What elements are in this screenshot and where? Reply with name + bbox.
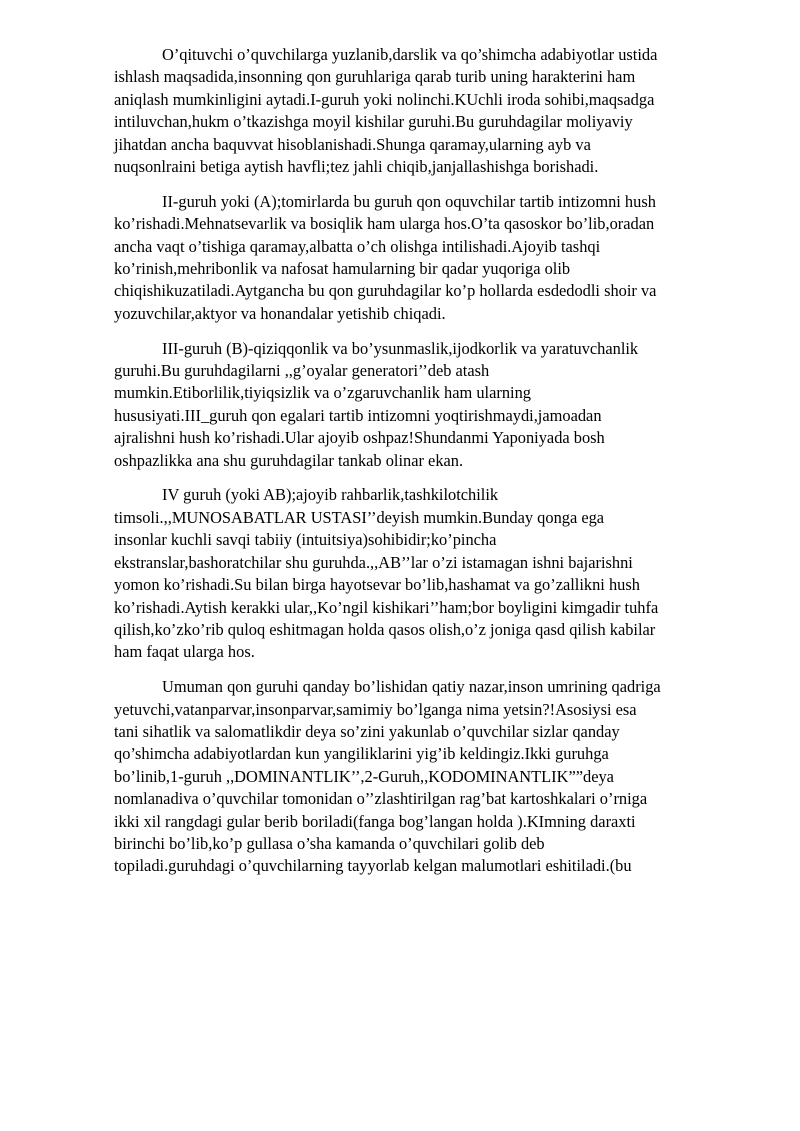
- text-line: ko’rishadi.Mehnatsevarlik va bosiqlik ham ularga hos.O’ta qasoskor bo’lib,oradan: [114, 214, 655, 234]
- text-line: yomon ko’rishadi.Su bilan birga hayotsevar bo’lib,hashamat va go’zallikni hush: [114, 575, 640, 595]
- text-line: ham faqat ularga hos.: [114, 642, 255, 662]
- text-line: ancha vaqt o’tishiga qaramay,albatta o’ch olishga intilishadi.Ajoyib tashqi: [114, 236, 601, 256]
- paragraph-2: [114, 191, 738, 325]
- document-body: [114, 44, 738, 890]
- text-line: yozuvchilar,aktyor va honandalar yetishib chiqadi.: [114, 303, 446, 323]
- text-line: ko’rishadi.Aytish kerakki ular,,Ko’ngil kishikari’’ham;bor boyligini kimgadir tuhfa: [114, 597, 659, 617]
- text-line: tani sihatlik va salomatlikdir deya so’zini yakunlab o’quvchilar sizlar qanday: [114, 721, 620, 741]
- text-line: timsoli.,,MUNOSABATLAR USTASI’’deyish mumkin.Bunday qonga ega: [114, 507, 605, 527]
- text-line: hususiyati.III_guruh qon egalari tartib intizomni yoqtirishmaydi,jamoadan: [114, 405, 602, 425]
- paragraph-3: [114, 338, 738, 472]
- text-line: O’qituvchi o’quvchilarga yuzlanib,darslik va qo’shimcha adabiyotlar ustida: [162, 45, 658, 64]
- text-line: ekstranslar,bashoratchilar shu guruhda.,,AB’’lar o’zi istamagan ishni bajarishni: [114, 552, 633, 572]
- text-line: III-guruh (B)-qiziqqonlik va bo’ysunmaslik,ijodkorlik va yaratuvchanlik: [162, 338, 639, 358]
- text-line: birinchi bo’lib,ko’p gullasa o’sha kamanda o’quvchilari golib deb: [114, 833, 545, 853]
- text-line: chiqishikuzatiladi.Aytgancha bu qon guruhdagilar ko’p hollarda esdedodli shoir va: [114, 281, 657, 301]
- text-line: ajralishni hush ko’rishadi.Ular ajoyib oshpaz!Shundanmi Yaponiyada bosh: [114, 428, 605, 448]
- paragraph-1: [114, 44, 738, 178]
- text-line: Umuman qon guruhi qanday bo’lishidan qatiy nazar,inson umrining qadriga: [162, 677, 661, 697]
- text-line: nomlanadiva o’quvchilar tomonidan o’’zlashtirilgan rag’bat kartoshkalari o’rniga: [114, 789, 648, 809]
- text-line: aniqlash mumkinligini aytadi.I-guruh yoki nolinchi.KUchli iroda sohibi,maqsadga: [114, 89, 655, 109]
- text-line: mumkin.Etiborlilik,tiyiqsizlik va o’zgaruvchanlik ham ularning: [114, 383, 531, 403]
- text-line: qo’shimcha adabiyotlardan kun yangiliklarini yig’ib keldingiz.Ikki guruhga: [114, 744, 609, 764]
- text-line: yetuvchi,vatanparvar,insonparvar,samimiy bo’lganga nima yetsin?!Asosiysi esa: [114, 699, 637, 719]
- paragraph-4: [114, 484, 738, 663]
- text-line: nuqsonlraini betiga aytish havfli;tez jahli chiqib,janjallashishga borishadi.: [114, 157, 599, 177]
- text-line: ko’rinish,mehribonlik va nafosat hamularning bir qadar yuqoriga olib: [114, 259, 571, 279]
- text-line: bo’linib,1-guruh ,,DOMINANTLIK’’,2-Guruh,,KODOMINANTLIK””deya: [114, 766, 614, 786]
- text-line: II-guruh yoki (A);tomirlarda bu guruh qon oquvchilar tartib intizomni hush: [162, 191, 656, 211]
- text-line: IV guruh (yoki AB);ajoyib rahbarlik,tashkilotchilik: [162, 485, 499, 505]
- text-line: insonlar kuchli savqi tabiiy (intuitsiya)sohibidir;ko’pincha: [114, 530, 497, 550]
- text-line: oshpazlikka ana shu guruhdagilar tankab olinar ekan.: [114, 450, 464, 470]
- text-line: intiluvchan,hukm o’tkazishga moyil kishilar guruhi.Bu guruhdagilar moliyaviy: [114, 112, 633, 132]
- text-line: guruhi.Bu guruhdagilarni ,,g’oyalar generatori’’deb atash: [114, 361, 490, 381]
- paragraph-5: [114, 676, 738, 878]
- text-line: ikki xil rangdagi gular berib boriladi(fanga bog’langan holda ).KImning daraxti: [114, 811, 636, 831]
- text-line: qilish,ko’zko’rib quloq eshitmagan holda qasos olish,o’z joniga qasd qilish kabilar: [114, 619, 656, 639]
- text-line: topiladi.guruhdagi o’quvchilarning tayyorlab kelgan malumotlari eshitiladi.(bu: [114, 856, 632, 876]
- text-line: ishlash maqsadida,insonning qon guruhlariga qarab turib uning harakterini ham: [114, 67, 636, 87]
- text-line: jihatdan ancha baquvvat hisoblanishadi.Shunga qaramay,ularning ayb va: [114, 134, 591, 154]
